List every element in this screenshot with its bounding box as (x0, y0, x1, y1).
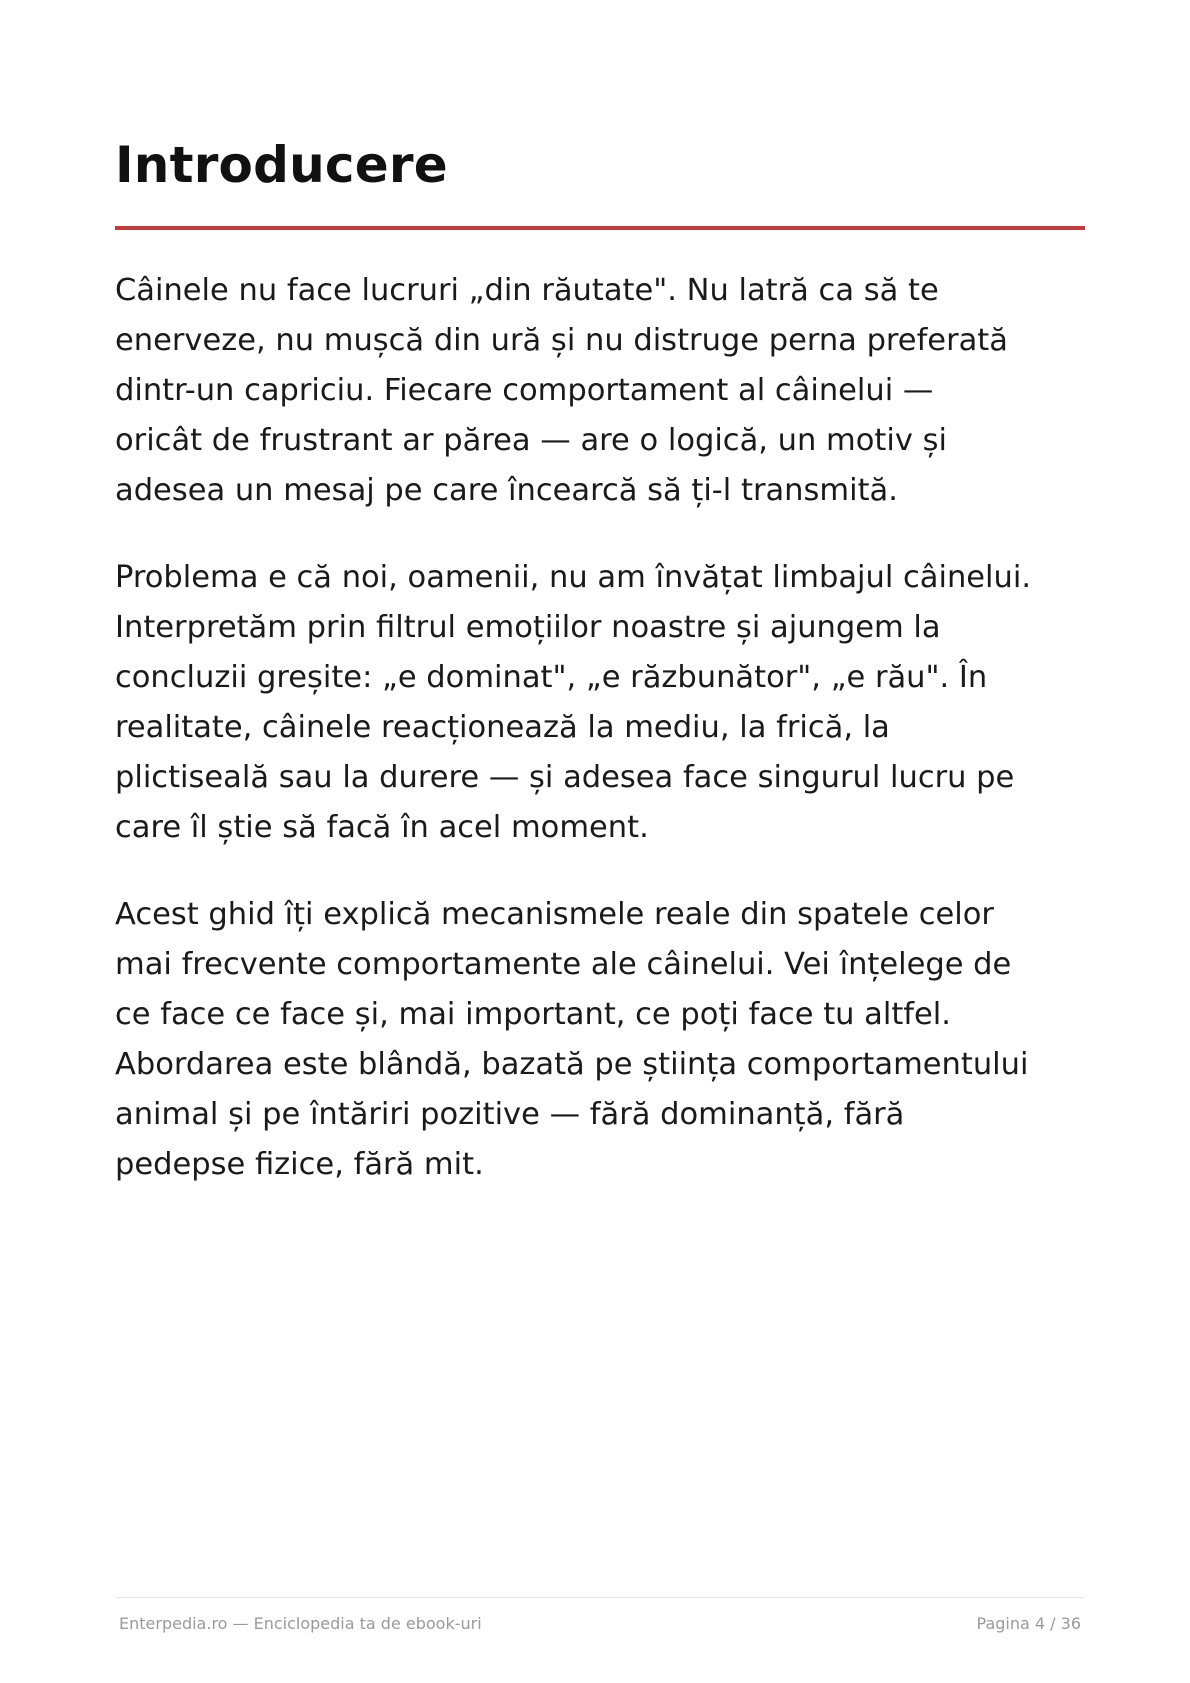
text-line: Interpretăm prin filtrul emoțiilor noastre și ajungem la (115, 610, 941, 645)
paragraph-3 (115, 890, 1090, 1190)
footer-site-name: Enterpedia.ro — Enciclopedia ta de ebook-uri (119, 1614, 482, 1633)
footer-divider (115, 1597, 1085, 1598)
paragraph-2 (115, 553, 1090, 853)
document-page (115, 0, 1085, 1683)
text-line: ce face ce face și, mai important, ce poți face tu altfel. (115, 997, 951, 1032)
body-text (115, 266, 1090, 1227)
text-line: Acest ghid îți explică mecanismele reale din spatele celor (115, 897, 994, 932)
text-line: Problema e că noi, oamenii, nu am învățat limbajul câinelui. (115, 560, 1032, 595)
page-title: Introducere (115, 136, 448, 194)
text-line: care îl știe să facă în acel moment. (115, 810, 649, 845)
title-divider (115, 226, 1085, 230)
text-line: Abordarea este blândă, bazată pe știința comportamentului (115, 1047, 1029, 1082)
text-line: concluzii greșite: „e dominat", „e răzbunător", „e rău". În (115, 660, 988, 695)
text-line: mai frecvente comportamente ale câinelui. Vei înțelege de (115, 947, 1012, 982)
paragraph-1 (115, 266, 1090, 516)
text-line: Câinele nu face lucruri „din răutate". Nu latră ca să te (115, 273, 939, 308)
text-line: oricât de frustrant ar părea — are o logică, un motiv și (115, 423, 947, 458)
text-line: animal și pe întăriri pozitive — fără dominanță, fără (115, 1097, 905, 1132)
text-line: plictiseală sau la durere — și adesea face singurul lucru pe (115, 760, 1015, 795)
text-line: realitate, câinele reacționează la mediu, la frică, la (115, 710, 890, 745)
text-line: enerveze, nu mușcă din ură și nu distruge perna preferată (115, 323, 1008, 358)
text-line: pedepse fizice, fără mit. (115, 1147, 484, 1182)
text-line: adesea un mesaj pe care încearcă să ți-l transmită. (115, 473, 898, 508)
footer-page-number: Pagina 4 / 36 (976, 1614, 1081, 1633)
text-line: dintr-un capriciu. Fiecare comportament al câinelui — (115, 373, 934, 408)
